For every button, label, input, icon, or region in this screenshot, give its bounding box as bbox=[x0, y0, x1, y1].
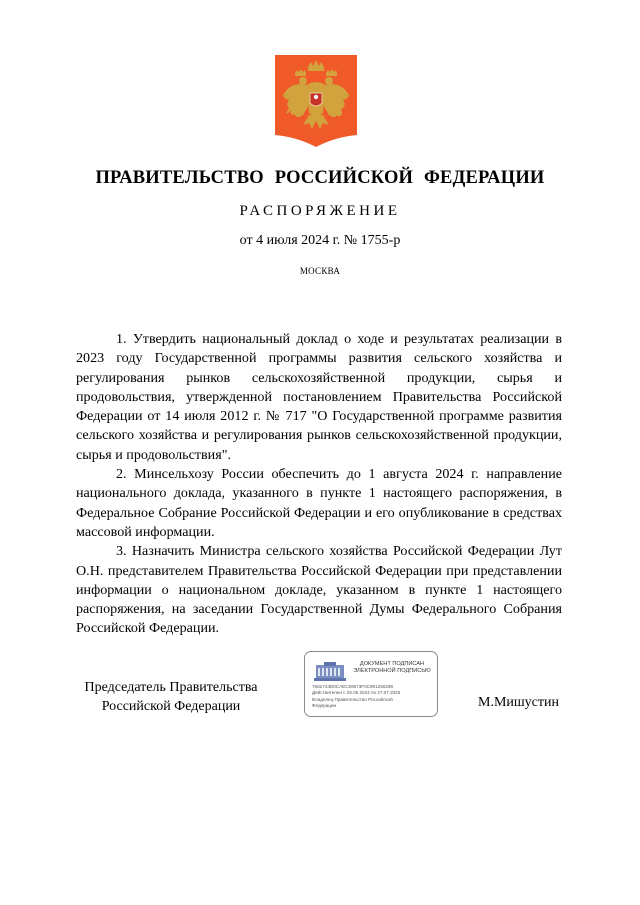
signer-position-line2: Российской Федерации bbox=[101, 699, 241, 714]
document-type: РАСПОРЯЖЕНИЕ bbox=[239, 203, 401, 219]
stamp-details bbox=[312, 684, 436, 709]
stamp-validity: Действителен с 03.05.2024 по 27.07.2025 bbox=[312, 690, 401, 696]
government-title: ПРАВИТЕЛЬСТВО РОССИЙСКОЙ ФЕДЕРАЦИИ bbox=[95, 168, 545, 188]
stamp-title-line2: ЭЛЕКТРОННОЙ ПОДПИСЬЮ bbox=[353, 668, 431, 674]
electronic-signature-stamp bbox=[304, 651, 438, 717]
stamp-title bbox=[347, 661, 437, 675]
stamp-certificate: 7682744D0CAEC59673F0C891250298 bbox=[312, 684, 393, 689]
signer-position bbox=[76, 678, 266, 716]
stamp-title-line1: ДОКУМЕНТ ПОДПИСАН bbox=[359, 661, 425, 667]
document-city: МОСКВА bbox=[299, 266, 341, 276]
stamp-owner-line1: Владелец Правительство Российской bbox=[312, 696, 393, 702]
paragraph-1: 1. Утвердить национальный доклад о ходе и результатах реализации в 2023 году Государственной программы развития сельского хозяйства и регулирования рынков сельскохозяйственной продукции, сырья и продовольствия, утвержденной постановлением Правительства Российской Федерации от 14 июля 2012 г. № 717 "О Государственной программе развития сельского хозяйства и регулирования рынков сельскохозяйственной продукции, сырья и продовольствия". bbox=[76, 331, 562, 463]
stamp-owner-line2: Федерации bbox=[312, 702, 337, 708]
paragraph-3: 3. Назначить Министра сельского хозяйства Российской Федерации Лут О.Н. представителем Правительства Российской Федерации при представлении информации о национальном докладе, указанном в пункте 1 настоящего распоряжения, на заседании Государственной Думы Федерального Собрания Российской Федерации. bbox=[76, 543, 562, 637]
signer-name: М.Мишустин bbox=[478, 695, 559, 710]
document-date-number: от 4 июля 2024 г. № 1755-р bbox=[239, 233, 401, 248]
signer-position-line1: Председатель Правительства bbox=[84, 680, 258, 695]
document-body bbox=[76, 330, 562, 639]
paragraph-2: 2. Минсельхозу России обеспечить до 1 августа 2024 г. направление национального доклада, указанного в пункте 1 настоящего распоряжения, в Федеральное Собрание Российской Федерации и его опубликование в средствах массовой информации. bbox=[76, 466, 562, 540]
russian-coat-of-arms-icon bbox=[275, 55, 357, 147]
building-icon bbox=[314, 661, 346, 681]
